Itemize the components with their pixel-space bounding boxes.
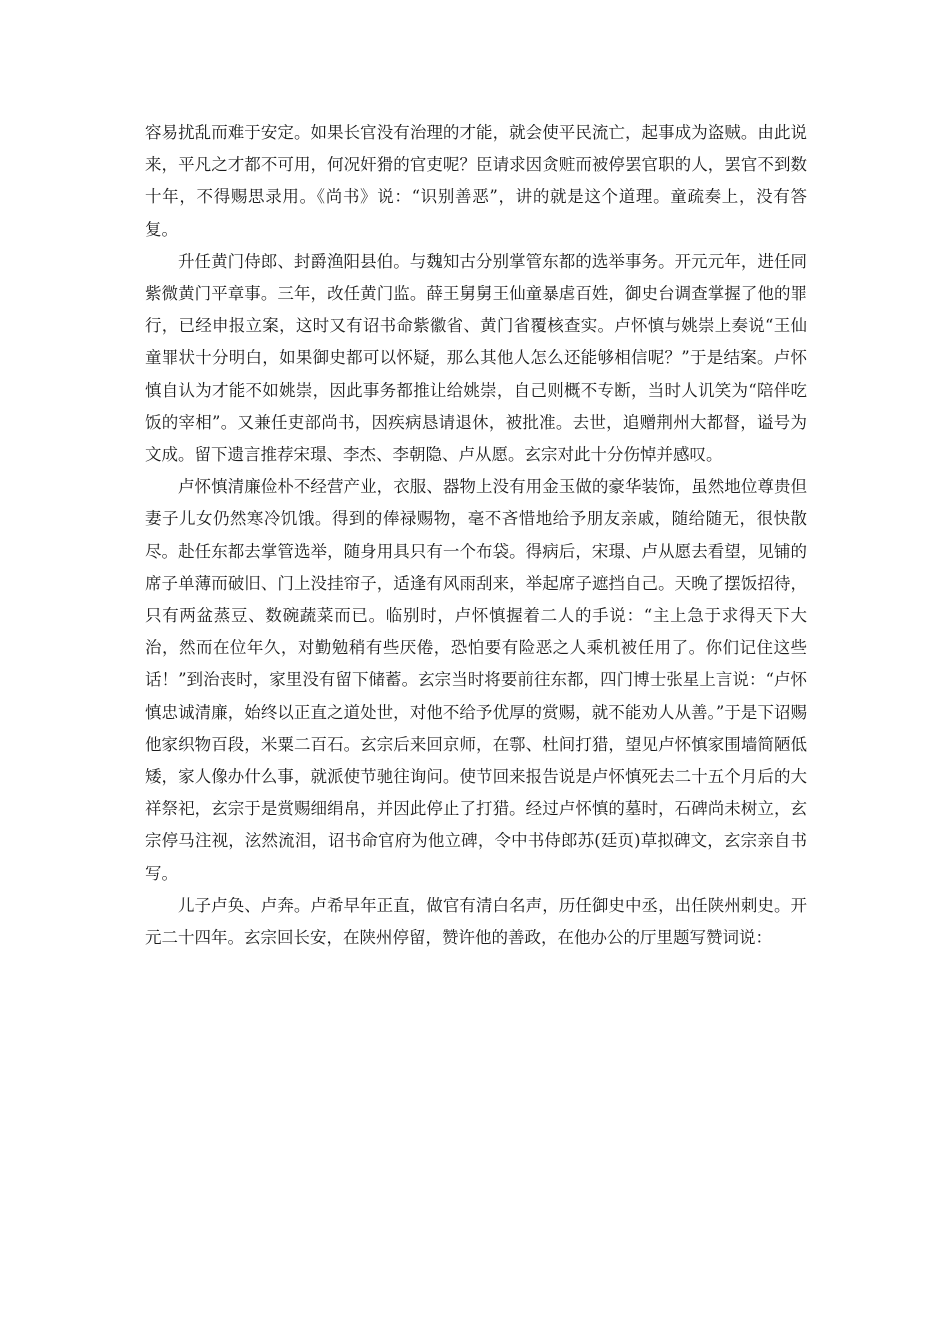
- paragraph-continuation: 容易扰乱而难于安定。如果长官没有治理的才能，就会使平民流亡，起事成为盗贼。由此说来，平凡之才都不可用，何况奸猾的官吏呢？臣请求因贪赃而被停罢官职的人，罢官不到数十年，不得赐思录用。《尚书》说：“识别善恶”，讲的就是这个道理。童疏奏上，没有答复。: [145, 123, 807, 239]
- paragraph-frugality: 卢怀慎清廉俭朴不经营产业，衣服、器物上没有用金玉做的豪华装饰，虽然地位尊贵但妻子儿女仍然寒冷饥饿。得到的俸禄赐物，毫不吝惜地给予朋友亲戚，随给随无，很快散尽。赴任东都去掌管选举，随身用具只有一个布袋。得病后，宋璟、卢从愿去看望，见铺的席子单薄而破旧、门上没挂帘子，适逢有风雨刮来，举起席子遮挡自己。天晚了摆饭招待，只有两盆蒸豆、数碗蔬菜而已。临别时，卢怀慎握着二人的手说：“主上急于求得天下大治，然而在位年久，对勤勉稍有些厌倦，恐怕要有险恶之人乘机被任用了。你们记住这些话！”到治丧时，家里没有留下储蓄。玄宗当时将要前往东都，四门博士张星上言说：“卢怀慎忠诚清廉，始终以正直之道处世，对他不给予优厚的赏赐，就不能劝人从善。”于是下诏赐他家织物百段，米粟二百石。玄宗后来回京师，在鄠、杜间打猎，望见卢怀慎家围墙简陋低矮，家人像办什么事，就派使节驰往询问。使节回来报告说是卢怀慎死去二十五个月后的大祥祭祀，玄宗于是赏赐细绢帛，并因此停止了打猎。经过卢怀慎的墓时，石碑尚未树立，玄宗停马注视，泫然流泪，诏书命官府为他立碑，令中书侍郎苏(廷页)草拟碑文，玄宗亲自书写。: [145, 477, 807, 883]
- document-body: [145, 117, 807, 954]
- paragraph-sons: 儿子卢奂、卢奔。卢希早年正直，做官有清白名声，历任御史中丞，出任陕州刺史。开元二十四年。玄宗回长安，在陕州停留，赞许他的善政，在他办公的厅里题写赞词说：: [145, 895, 807, 948]
- paragraph-promotion: 升任黄门侍郎、封爵渔阳县伯。与魏知古分别掌管东都的选举事务。开元元年，进任同紫微黄门平章事。三年，改任黄门监。薛王舅舅王仙童暴虐百姓，御史台调查掌握了他的罪行，已经申报立案，这时又有诏书命紫徽省、黄门省覆核查实。卢怀慎与姚崇上奏说“王仙童罪状十分明白，如果御史都可以怀疑，那么其他人怎么还能够相信呢？”于是结案。卢怀慎自认为才能不如姚崇，因此事务都推让给姚崇，自己则概不专断，当时人讥笑为“陪伴吃饭的宰相”。又兼任吏部尚书，因疾病恳请退休，被批准。去世，追赠荆州大都督，谥号为文成。留下遗言推荐宋璟、李杰、李朝隐、卢从愿。玄宗对此十分伤悼并感叹。: [145, 251, 807, 465]
